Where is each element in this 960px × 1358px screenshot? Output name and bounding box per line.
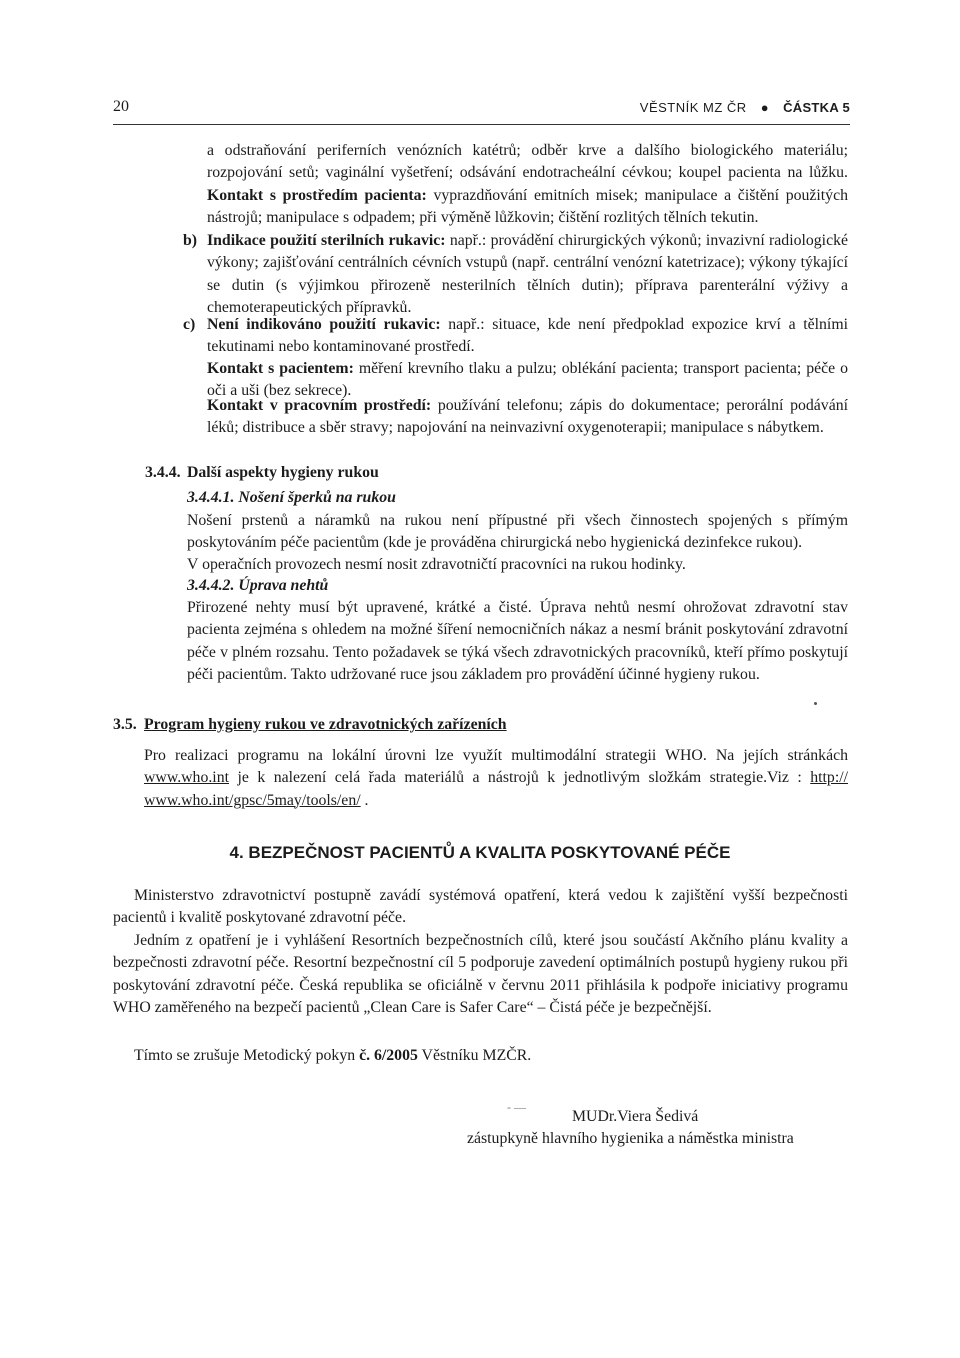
section-a-paragraph bbox=[207, 140, 848, 229]
bullet-icon: ● bbox=[760, 100, 770, 115]
section-c-paragraph bbox=[207, 314, 848, 359]
who-tools-link-part2[interactable]: www.who.int/gpsc/5may/tools/en/ bbox=[144, 791, 361, 809]
nails-paragraph: Přirozené nehty musí být upravené, krátké a čisté. Úprava nehtů nesmí ohrožovat zdravotní stav pacienta zejména s ohledem na možné šíření nemocničních nákaz a nesmí bránit poskytování zdravotní péče v plném rozsahu. Tento požadavek se týká všech zdravotnických pracovníků, kteří přímo poskytují péči pacientům. Takto udržované ruce jsou základem pro provádění účinné hygieny rukou. bbox=[187, 599, 848, 683]
signature-dash: - — bbox=[507, 1100, 526, 1114]
section-a-intro: a odstraňování periferních venózních katétrů; odběr krve a dalšího biologického materiálu; rozpojování setů; vaginální vyšetření; odsávání endotracheální cévkou; koupel pacienta na lůžku. bbox=[207, 142, 848, 182]
work-contact-paragraph bbox=[207, 395, 848, 440]
section-35-text-start: Pro realizaci programu na lokální úrovni lze využít multimodální strategii WHO. Na jejích stránkách bbox=[144, 747, 848, 764]
page-header bbox=[113, 98, 850, 125]
work-contact-text: používání telefonu; zápis do dokumentace; perorální podávání léků; distribuce a sběr stravy; napojování na neinvazivní oxygenoterapii; manipulace s nábytkem. bbox=[207, 397, 848, 437]
signature-name: MUDr.Viera Šedivá bbox=[572, 1108, 699, 1125]
section-c-label: Není indikováno použití rukavic: bbox=[207, 316, 441, 333]
section-35-text-mid: je k nalezení celá řada materiálů a nástrojů k jednotlivým složkám strategie.Viz : bbox=[228, 769, 811, 787]
section-35-title: Program hygieny rukou ve zdravotnických zařízeních bbox=[144, 716, 507, 733]
section-344-number: 3.4.4. bbox=[145, 464, 181, 481]
chapter-4-heading: 4. BEZPEČNOST PACIENTŮ A KVALITA POSKYTOVANÉ PÉČE bbox=[229, 843, 731, 862]
section-a-env-label: Kontakt s prostředím pacienta: bbox=[207, 186, 427, 204]
jewelry-paragraph: Nošení prstenů a náramků na rukou není přípustné při všech činnostech spojených s přímým poskytováním péče pacientům (kde je prováděna chirurgická nebo hygienická dezinfekce rukou). bbox=[187, 512, 848, 552]
page-number: 20 bbox=[113, 98, 129, 115]
section-c-marker: c) bbox=[183, 316, 196, 333]
repeal-instruction-number: č. 6/2005 bbox=[359, 1047, 418, 1064]
signature-role: zástupkyně hlavního hygienika a náměstka ministra bbox=[467, 1130, 794, 1147]
section-35-text-end: . bbox=[360, 791, 369, 809]
subsection-3441-title: 3.4.4.1. Nošení šperků na rukou bbox=[187, 489, 396, 506]
watches-paragraph: V operačních provozech nesmí nosit zdravotničtí pracovníci na rukou hodinky. bbox=[187, 556, 686, 573]
section-b-marker: b) bbox=[183, 232, 198, 249]
section-a-env-text: vyprazdňování emitních misek; manipulace a čištění použitých nástrojů; manipulace s odpadem; při výměně lůžkovin; čištění rozlitých tělních tekutin. bbox=[207, 186, 848, 226]
subsection-3442-title: 3.4.4.2. Úprava nehtů bbox=[187, 577, 329, 594]
section-35-paragraph bbox=[144, 745, 848, 812]
section-b-label: Indikace použití sterilních rukavic: bbox=[207, 232, 446, 249]
issue-part: ČÁSTKA 5 bbox=[783, 100, 850, 115]
chapter-4-paragraph-1: Ministerstvo zdravotnictví postupně zavádí systémová opatření, která vedou k zajištění vyšší bezpečnosti pacientů i kvalitě poskytované zdravotní péče. bbox=[113, 887, 848, 927]
running-head bbox=[640, 100, 850, 115]
journal-title: VĚSTNÍK MZ ČR bbox=[639, 100, 747, 115]
section-b-text: např.: provádění chirurgických výkonů; invazivní radiologické výkony; zajišťování centrálních cévních vstupů (např. centrální venózní katetrizace); výkony týkající se dutin (s výjimkou přirozeně nesterilních tělních dutin); příprava parenterální výživy a chemoterapeutických přípravků. bbox=[207, 232, 848, 316]
who-link[interactable]: www.who.int bbox=[144, 769, 229, 787]
chapter-4-paragraph-3 bbox=[113, 1045, 848, 1067]
section-b-paragraph bbox=[207, 230, 848, 319]
patient-contact-label: Kontakt s pacientem: bbox=[207, 360, 354, 377]
stray-dot bbox=[814, 702, 817, 705]
who-tools-link-part1[interactable]: http:// bbox=[810, 769, 848, 787]
patient-contact-text: měření krevního tlaku a pulzu; oblékání pacienta; transport pacienta; péče o oči a uši (bez sekrece). bbox=[207, 360, 848, 400]
repeal-text-end: Věstníku MZČR. bbox=[417, 1047, 532, 1064]
section-35-number: 3.5. bbox=[113, 716, 137, 733]
section-c-text: např.: situace, kde není předpoklad expozice krví a tělními tekutinami nebo kontaminované prostředí. bbox=[207, 316, 848, 356]
work-contact-label: Kontakt v pracovním prostředí: bbox=[207, 397, 432, 414]
chapter-4-paragraph-2: Jedním z opatření je i vyhlášení Resortních bezpečnostních cílů, které jsou součástí Akčního plánu kvality a bezpečnosti zdravotní péče. Resortní bezpečnostní cíl 5 podporuje zavedení optimálních postupů hygieny rukou při poskytování zdravotní péče. Česká republika se oficiálně v červnu 2011 přihlásila k podpoře iniciativy programu WHO zaměřeného na bezpečí pacientů „Clean Care is Safer Care“ – Čistá péče je bezpečnější. bbox=[113, 932, 848, 1016]
repeal-text-start: Tímto se zrušuje Metodický pokyn bbox=[134, 1047, 360, 1064]
section-344-title: Další aspekty hygieny rukou bbox=[187, 464, 379, 481]
